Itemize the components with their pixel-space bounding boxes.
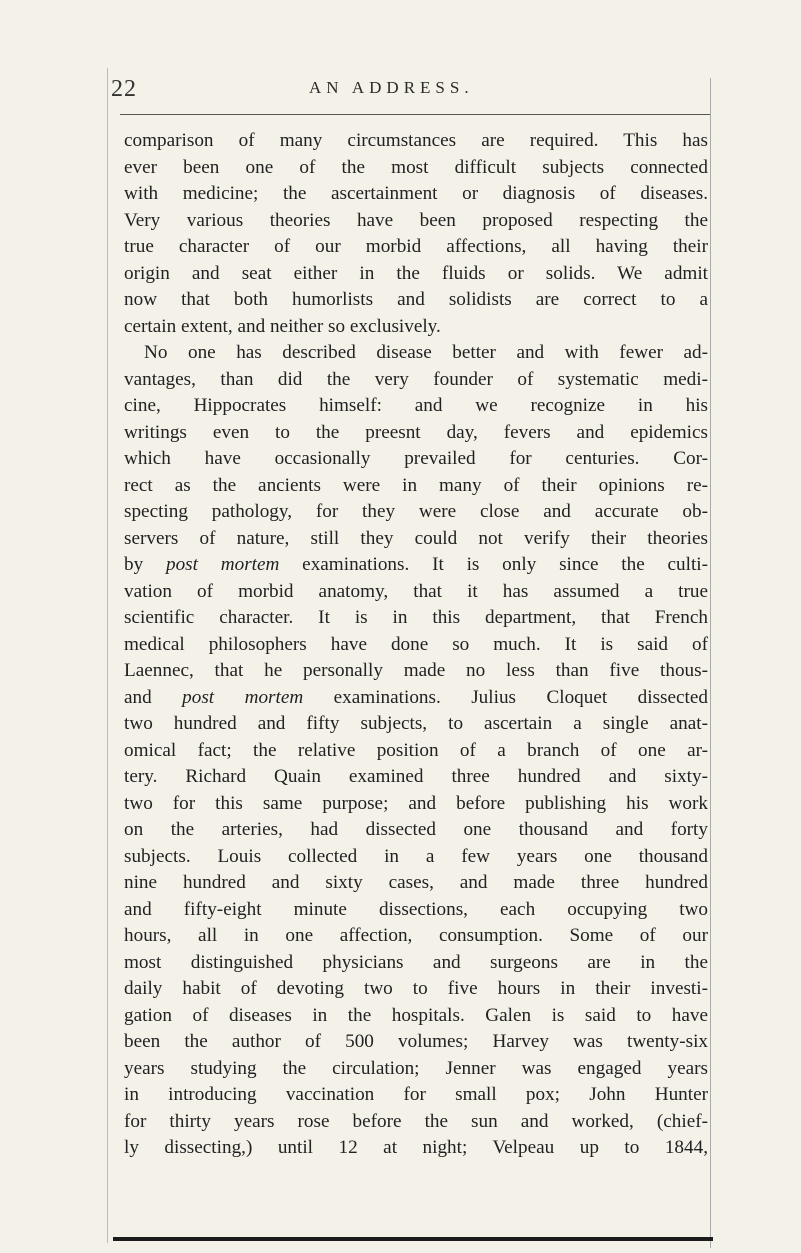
text-segment: and (124, 686, 183, 708)
page-header (111, 70, 711, 102)
bottom-rule (113, 1237, 713, 1241)
page-number: 22 (111, 76, 137, 102)
text-line: on the arteries, had dissected one thousand and forty (124, 819, 708, 840)
text-line: two for this same purpose; and before publishing his work (124, 792, 708, 814)
text-line: Laennec, that he personally made no less than five thous- (124, 660, 708, 681)
text-line: daily habit of devoting two to five hours in their investi- (124, 978, 708, 999)
text-line: certain extent, and neither so exclusively. (124, 315, 441, 337)
text-line: No one has described disease better and with fewer ad- (144, 342, 708, 363)
text-line: Very various theories have been proposed respecting the (124, 209, 708, 231)
text-line: ever been one of the most difficult subjects connected (124, 156, 708, 178)
text-line: tery. Richard Quain examined three hundred and sixty- (124, 766, 708, 787)
text-line: medical philosophers have done so much. It is said of (124, 633, 708, 655)
text-line: most distinguished physicians and surgeons are in the (124, 951, 708, 973)
italic-phrase: post mortem (165, 554, 280, 575)
text-line: ly dissecting,) until 12 at night; Velpeau up to 1844, (124, 1137, 708, 1158)
text-line: specting pathology, for they were close and accurate ob- (124, 501, 708, 522)
text-line: true character of our morbid affections, all having their (124, 236, 708, 257)
text-line: hours, all in one affection, consumption. Some of our (124, 925, 708, 946)
text-line: servers of nature, still they could not verify their theories (124, 527, 708, 549)
text-line (124, 685, 708, 712)
text-segment: examinations. Julius Cloquet dissected (303, 686, 708, 708)
text-line: scientific character. It is in this department, that French (124, 607, 708, 628)
text-line: vantages, than did the very founder of systematic medi- (124, 368, 708, 390)
right-page-edge (710, 78, 711, 1248)
text-line: cine, Hippocrates himself: and we recognize in his (124, 395, 708, 416)
text-line: rect as the ancients were in many of their opinions re- (124, 474, 708, 496)
text-line: now that both humorlists and solidists are correct to a (124, 289, 708, 310)
text-line: origin and seat either in the fluids or solids. We admit (124, 262, 708, 284)
text-line: in introducing vaccination for small pox; John Hunter (124, 1084, 708, 1105)
italic-phrase: post mortem (182, 686, 304, 708)
text-line: gation of diseases in the hospitals. Galen is said to have (124, 1004, 708, 1026)
text-line: been the author of 500 volumes; Harvey was twenty-six (124, 1031, 708, 1052)
text-line: which have occasionally prevailed for centuries. Cor- (124, 448, 708, 469)
running-head: AN ADDRESS. (309, 78, 474, 97)
text-line: nine hundred and sixty cases, and made three hundred (124, 872, 708, 893)
text-segment: examinations. It is only since the culti- (279, 554, 709, 575)
text-line: two hundred and fifty subjects, to ascertain a single anat- (124, 713, 708, 734)
text-line: comparison of many circumstances are required. This has (124, 130, 708, 151)
text-line: for thirty years rose before the sun and worked, (chief- (124, 1110, 708, 1132)
text-line: and fifty-eight minute dissections, each occupying two (124, 898, 708, 920)
text-segment: by (124, 554, 166, 575)
text-line: vation of morbid anatomy, that it has assumed a true (124, 580, 708, 602)
text-line: subjects. Louis collected in a few years one thousand (124, 845, 708, 867)
left-page-edge (107, 68, 108, 1243)
body-text (124, 128, 708, 1162)
text-line (124, 552, 708, 579)
text-line: omical fact; the relative position of a branch of one ar- (124, 739, 708, 761)
header-rule (120, 114, 710, 115)
text-line: with medicine; the ascertainment or diagnosis of diseases. (124, 183, 708, 204)
text-line: years studying the circulation; Jenner was engaged years (124, 1057, 708, 1079)
text-line: writings even to the preesnt day, fevers and epidemics (124, 421, 708, 443)
